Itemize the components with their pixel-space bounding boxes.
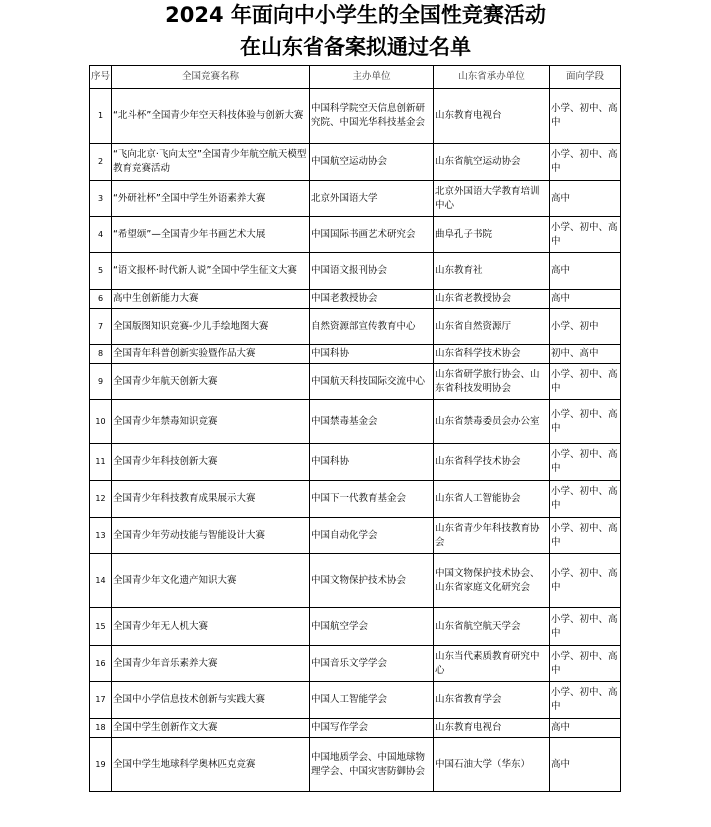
cell-stage: 小学、初中、高中 <box>550 481 621 518</box>
cell-competition-name: 全国中学生创新作文大赛 <box>112 719 310 738</box>
table-row <box>90 290 621 309</box>
cell-no: 17 <box>90 682 112 719</box>
cell-competition-name: 全国青少年科技创新大赛 <box>112 444 310 481</box>
cell-stage: 小学、初中、高中 <box>550 144 621 181</box>
cell-undertaker: 山东省自然资源厅 <box>434 309 550 345</box>
cell-stage: 小学、初中、高中 <box>550 444 621 481</box>
cell-no: 19 <box>90 738 112 792</box>
cell-undertaker: 山东当代素质教育研究中心 <box>434 646 550 682</box>
cell-organizer: 中国航空学会 <box>310 608 434 646</box>
cell-organizer: 中国老教授协会 <box>310 290 434 309</box>
table-row <box>90 345 621 364</box>
cell-competition-name: 高中生创新能力大赛 <box>112 290 310 309</box>
table-header-row <box>90 66 621 89</box>
table-row <box>90 364 621 400</box>
cell-undertaker: 山东省研学旅行协会、山东省科技发明协会 <box>434 364 550 400</box>
table-row <box>90 554 621 608</box>
cell-organizer: 中国下一代教育基金会 <box>310 481 434 518</box>
competition-table <box>89 65 621 792</box>
header-stage: 面向学段 <box>550 66 621 89</box>
table-body <box>90 89 621 792</box>
cell-no: 3 <box>90 181 112 217</box>
table-row <box>90 719 621 738</box>
cell-stage: 小学、初中、高中 <box>550 89 621 144</box>
document-title-line2: 在山东省备案拟通过名单 <box>240 35 471 59</box>
cell-undertaker: 曲阜孔子书院 <box>434 217 550 253</box>
cell-competition-name: 全国青少年禁毒知识竞赛 <box>112 400 310 444</box>
table-row <box>90 181 621 217</box>
cell-stage: 高中 <box>550 253 621 290</box>
cell-organizer: 中国人工智能学会 <box>310 682 434 719</box>
table-row <box>90 144 621 181</box>
cell-undertaker: 山东省航空航天学会 <box>434 608 550 646</box>
cell-stage: 初中、高中 <box>550 345 621 364</box>
cell-organizer: 中国科协 <box>310 444 434 481</box>
cell-competition-name: “语文报杯·时代新人说”全国中学生征文大赛 <box>112 253 310 290</box>
cell-organizer: 中国国际书画艺术研究会 <box>310 217 434 253</box>
cell-no: 14 <box>90 554 112 608</box>
cell-organizer: 中国自动化学会 <box>310 518 434 554</box>
cell-organizer: 中国音乐文学学会 <box>310 646 434 682</box>
cell-undertaker: 中国文物保护技术协会、山东省家庭文化研究会 <box>434 554 550 608</box>
cell-undertaker: 山东省航空运动协会 <box>434 144 550 181</box>
cell-competition-name: 全国青少年无人机大赛 <box>112 608 310 646</box>
cell-undertaker: 山东省老教授协会 <box>434 290 550 309</box>
cell-no: 5 <box>90 253 112 290</box>
cell-stage: 小学、初中、高中 <box>550 682 621 719</box>
header-organizer: 主办单位 <box>310 66 434 89</box>
cell-no: 2 <box>90 144 112 181</box>
cell-no: 7 <box>90 309 112 345</box>
cell-organizer: 北京外国语大学 <box>310 181 434 217</box>
cell-undertaker: 山东省科学技术协会 <box>434 345 550 364</box>
header-competition-name: 全国竞赛名称 <box>112 66 310 89</box>
cell-organizer: 中国科协 <box>310 345 434 364</box>
header-no: 序号 <box>90 66 112 89</box>
cell-stage: 小学、初中、高中 <box>550 646 621 682</box>
cell-undertaker: 山东教育电视台 <box>434 89 550 144</box>
table-row <box>90 646 621 682</box>
cell-undertaker: 山东省科学技术协会 <box>434 444 550 481</box>
table-row <box>90 217 621 253</box>
cell-no: 8 <box>90 345 112 364</box>
cell-organizer: 中国航空运动协会 <box>310 144 434 181</box>
cell-competition-name: “希望颂”—全国青少年书画艺术大展 <box>112 217 310 253</box>
cell-competition-name: 全国青少年航天创新大赛 <box>112 364 310 400</box>
cell-undertaker: 中国石油大学（华东） <box>434 738 550 792</box>
cell-no: 11 <box>90 444 112 481</box>
cell-stage: 小学、初中、高中 <box>550 608 621 646</box>
table-row <box>90 253 621 290</box>
cell-stage: 高中 <box>550 738 621 792</box>
document-title-line1: 2024 年面向中小学生的全国性竞赛活动 <box>165 3 546 27</box>
table-row <box>90 682 621 719</box>
cell-competition-name: 全国青少年科技教育成果展示大赛 <box>112 481 310 518</box>
cell-undertaker: 山东省教育学会 <box>434 682 550 719</box>
table-row <box>90 89 621 144</box>
cell-competition-name: 全国青年科普创新实验暨作品大赛 <box>112 345 310 364</box>
cell-no: 6 <box>90 290 112 309</box>
cell-competition-name: 全国版图知识竞赛-少儿手绘地图大赛 <box>112 309 310 345</box>
cell-organizer: 自然资源部宣传教育中心 <box>310 309 434 345</box>
cell-undertaker: 山东教育电视台 <box>434 719 550 738</box>
header-undertaker: 山东省承办单位 <box>434 66 550 89</box>
cell-competition-name: 全国中学生地球科学奥林匹克竞赛 <box>112 738 310 792</box>
cell-competition-name: 全国青少年劳动技能与智能设计大赛 <box>112 518 310 554</box>
cell-organizer: 中国语文报刊协会 <box>310 253 434 290</box>
cell-stage: 小学、初中、高中 <box>550 217 621 253</box>
table-row <box>90 518 621 554</box>
cell-stage: 高中 <box>550 719 621 738</box>
cell-stage: 小学、初中、高中 <box>550 518 621 554</box>
cell-no: 18 <box>90 719 112 738</box>
cell-stage: 小学、初中、高中 <box>550 364 621 400</box>
cell-no: 16 <box>90 646 112 682</box>
cell-undertaker: 山东省人工智能协会 <box>434 481 550 518</box>
table-row <box>90 481 621 518</box>
cell-organizer: 中国科学院空天信息创新研究院、中国光华科技基金会 <box>310 89 434 144</box>
cell-stage: 小学、初中 <box>550 309 621 345</box>
table-row <box>90 738 621 792</box>
cell-stage: 小学、初中、高中 <box>550 400 621 444</box>
cell-no: 9 <box>90 364 112 400</box>
cell-competition-name: 全国中小学信息技术创新与实践大赛 <box>112 682 310 719</box>
cell-undertaker: 北京外国语大学教育培训中心 <box>434 181 550 217</box>
cell-competition-name: “飞向北京·飞向太空”全国青少年航空航天模型教育竞赛活动 <box>112 144 310 181</box>
cell-stage: 高中 <box>550 290 621 309</box>
table-row <box>90 444 621 481</box>
cell-organizer: 中国地质学会、中国地球物理学会、中国灾害防御协会 <box>310 738 434 792</box>
cell-no: 1 <box>90 89 112 144</box>
cell-organizer: 中国航天科技国际交流中心 <box>310 364 434 400</box>
cell-competition-name: “北斗杯”全国青少年空天科技体验与创新大赛 <box>112 89 310 144</box>
cell-competition-name: 全国青少年文化遗产知识大赛 <box>112 554 310 608</box>
cell-no: 12 <box>90 481 112 518</box>
cell-organizer: 中国禁毒基金会 <box>310 400 434 444</box>
cell-undertaker: 山东教育社 <box>434 253 550 290</box>
cell-organizer: 中国文物保护技术协会 <box>310 554 434 608</box>
table-row <box>90 400 621 444</box>
cell-competition-name: 全国青少年音乐素养大赛 <box>112 646 310 682</box>
cell-stage: 小学、初中、高中 <box>550 554 621 608</box>
cell-no: 4 <box>90 217 112 253</box>
cell-competition-name: “外研社杯”全国中学生外语素养大赛 <box>112 181 310 217</box>
cell-undertaker: 山东省禁毒委员会办公室 <box>434 400 550 444</box>
cell-organizer: 中国写作学会 <box>310 719 434 738</box>
cell-undertaker: 山东省青少年科技教育协会 <box>434 518 550 554</box>
table-row <box>90 309 621 345</box>
cell-no: 10 <box>90 400 112 444</box>
cell-stage: 高中 <box>550 181 621 217</box>
table-row <box>90 608 621 646</box>
cell-no: 15 <box>90 608 112 646</box>
cell-no: 13 <box>90 518 112 554</box>
